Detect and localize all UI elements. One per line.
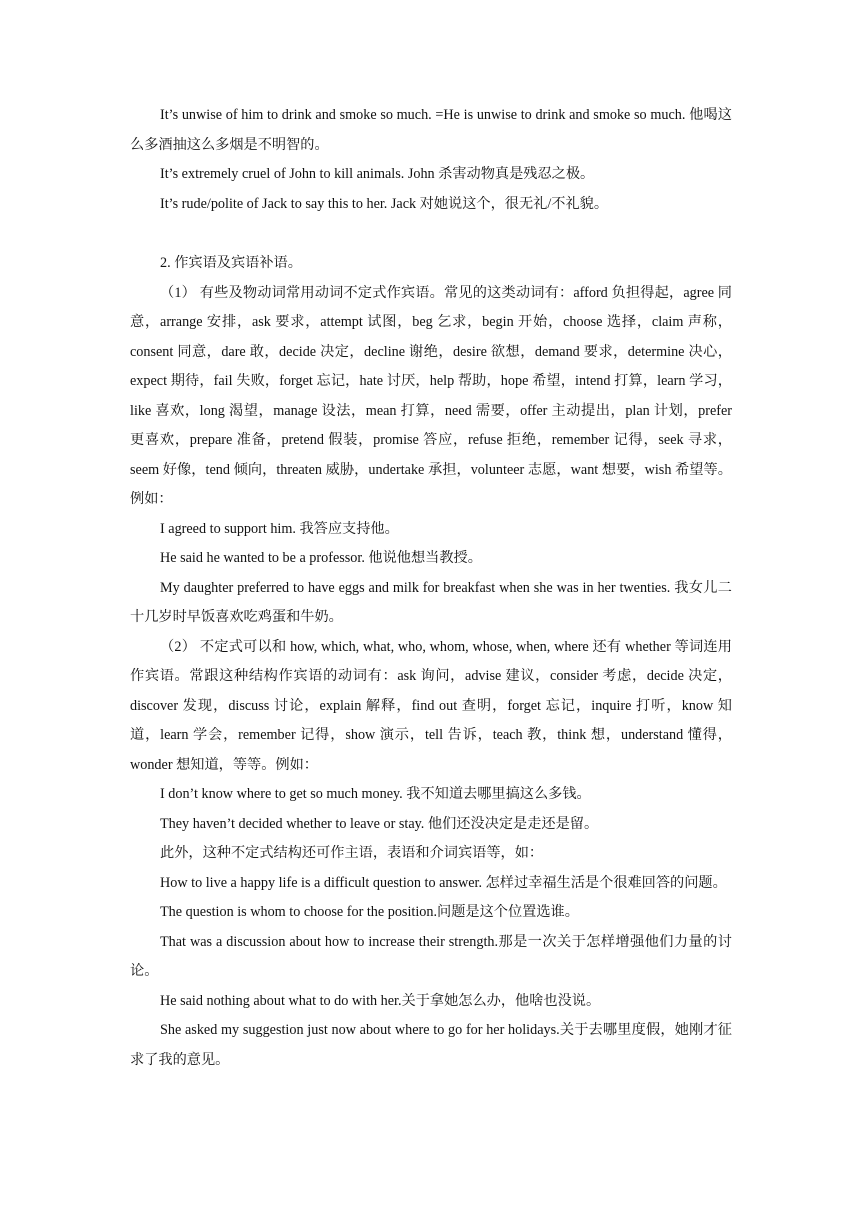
example-paragraph: It’s unwise of him to drink and smoke so much. =He is unwise to drink and smoke so much. 他喝这么多酒抽这么多烟是不明智的。 <box>130 107 732 153</box>
example-paragraph: She asked my suggestion just now about where to go for her holidays.关于去哪里度假，她刚才征求了我的意见。 <box>130 1022 732 1068</box>
rule-paragraph: （1） 有些及物动词常用动词不定式作宾语。常见的这类动词有：afford 负担得起，agree 同意，arrange 安排，ask 要求，attempt 试图，beg 乞求，begin 开始，choose 选择，claim 声称，consent 同意，dare 敢，decide 决定，decline 谢绝，desire 欲想，demand 要求，determine 决心，expect 期待，fail 失败，forget 忘记，hate 讨厌，help 帮助，hope 希望，intend 打算，learn 学习，like 喜欢，long 渴望，manage 设法，mean 打算，need 需要，offer 主动提出，plan 计划，prefer 更喜欢，prepare 准备，pretend 假装，promise 答应，refuse 拒绝，remember 记得，seek 寻求，seem 好像，tend 倾向，threaten 威胁，undertake 承担，volunteer 志愿，want 想要，wish 希望等。例如： <box>130 284 732 507</box>
example-paragraph: He said nothing about what to do with her.关于拿她怎么办，他啥也没说。 <box>160 992 601 1009</box>
example-paragraph: It’s extremely cruel of John to kill animals. John 杀害动物真是残忍之极。 <box>160 166 595 182</box>
document-body <box>130 101 732 1075</box>
example-paragraph: The question is whom to choose for the position.问题是这个位置选谁。 <box>160 904 579 920</box>
example-paragraph: That was a discussion about how to increase their strength.那是一次关于怎样增强他们力量的讨论。 <box>130 933 732 979</box>
section-heading: 2. 作宾语及宾语补语。 <box>160 255 302 271</box>
example-paragraph: They haven’t decided whether to leave or stay. 他们还没决定是走还是留。 <box>160 815 599 832</box>
example-paragraph: He said he wanted to be a professor. 他说他想当教授。 <box>160 550 482 566</box>
example-paragraph: I agreed to support him. 我答应支持他。 <box>160 520 399 537</box>
example-paragraph: My daughter preferred to have eggs and milk for breakfast when she was in her twenties. 我女儿二十几岁时早饭喜欢吃鸡蛋和牛奶。 <box>130 579 732 625</box>
example-paragraph: I don’t know where to get so much money. 我不知道去哪里搞这么多钱。 <box>160 786 591 802</box>
rule-paragraph: （2） 不定式可以和 how, which, what, who, whom, whose, when, where 还有 whether 等词连用作宾语。常跟这种结构作宾语的动词有：ask 询问，advise 建议，consider 考虑，decide 决定，discover 发现，discuss 讨论，explain 解释，find out 查明，forget 忘记，inquire 打听，know 知道，learn 学会，remember 记得，show 演示，tell 告诉，teach 教，think 想，understand 懂得，wonder 想知道，等等。例如： <box>130 638 732 773</box>
example-paragraph: How to live a happy life is a difficult question to answer. 怎样过幸福生活是个很难回答的问题。 <box>160 874 727 891</box>
example-paragraph: It’s rude/polite of Jack to say this to her. Jack 对她说这个，很无礼/不礼貌。 <box>160 195 609 212</box>
note-paragraph: 此外，这种不定式结构还可作主语，表语和介词宾语等，如： <box>160 845 544 861</box>
